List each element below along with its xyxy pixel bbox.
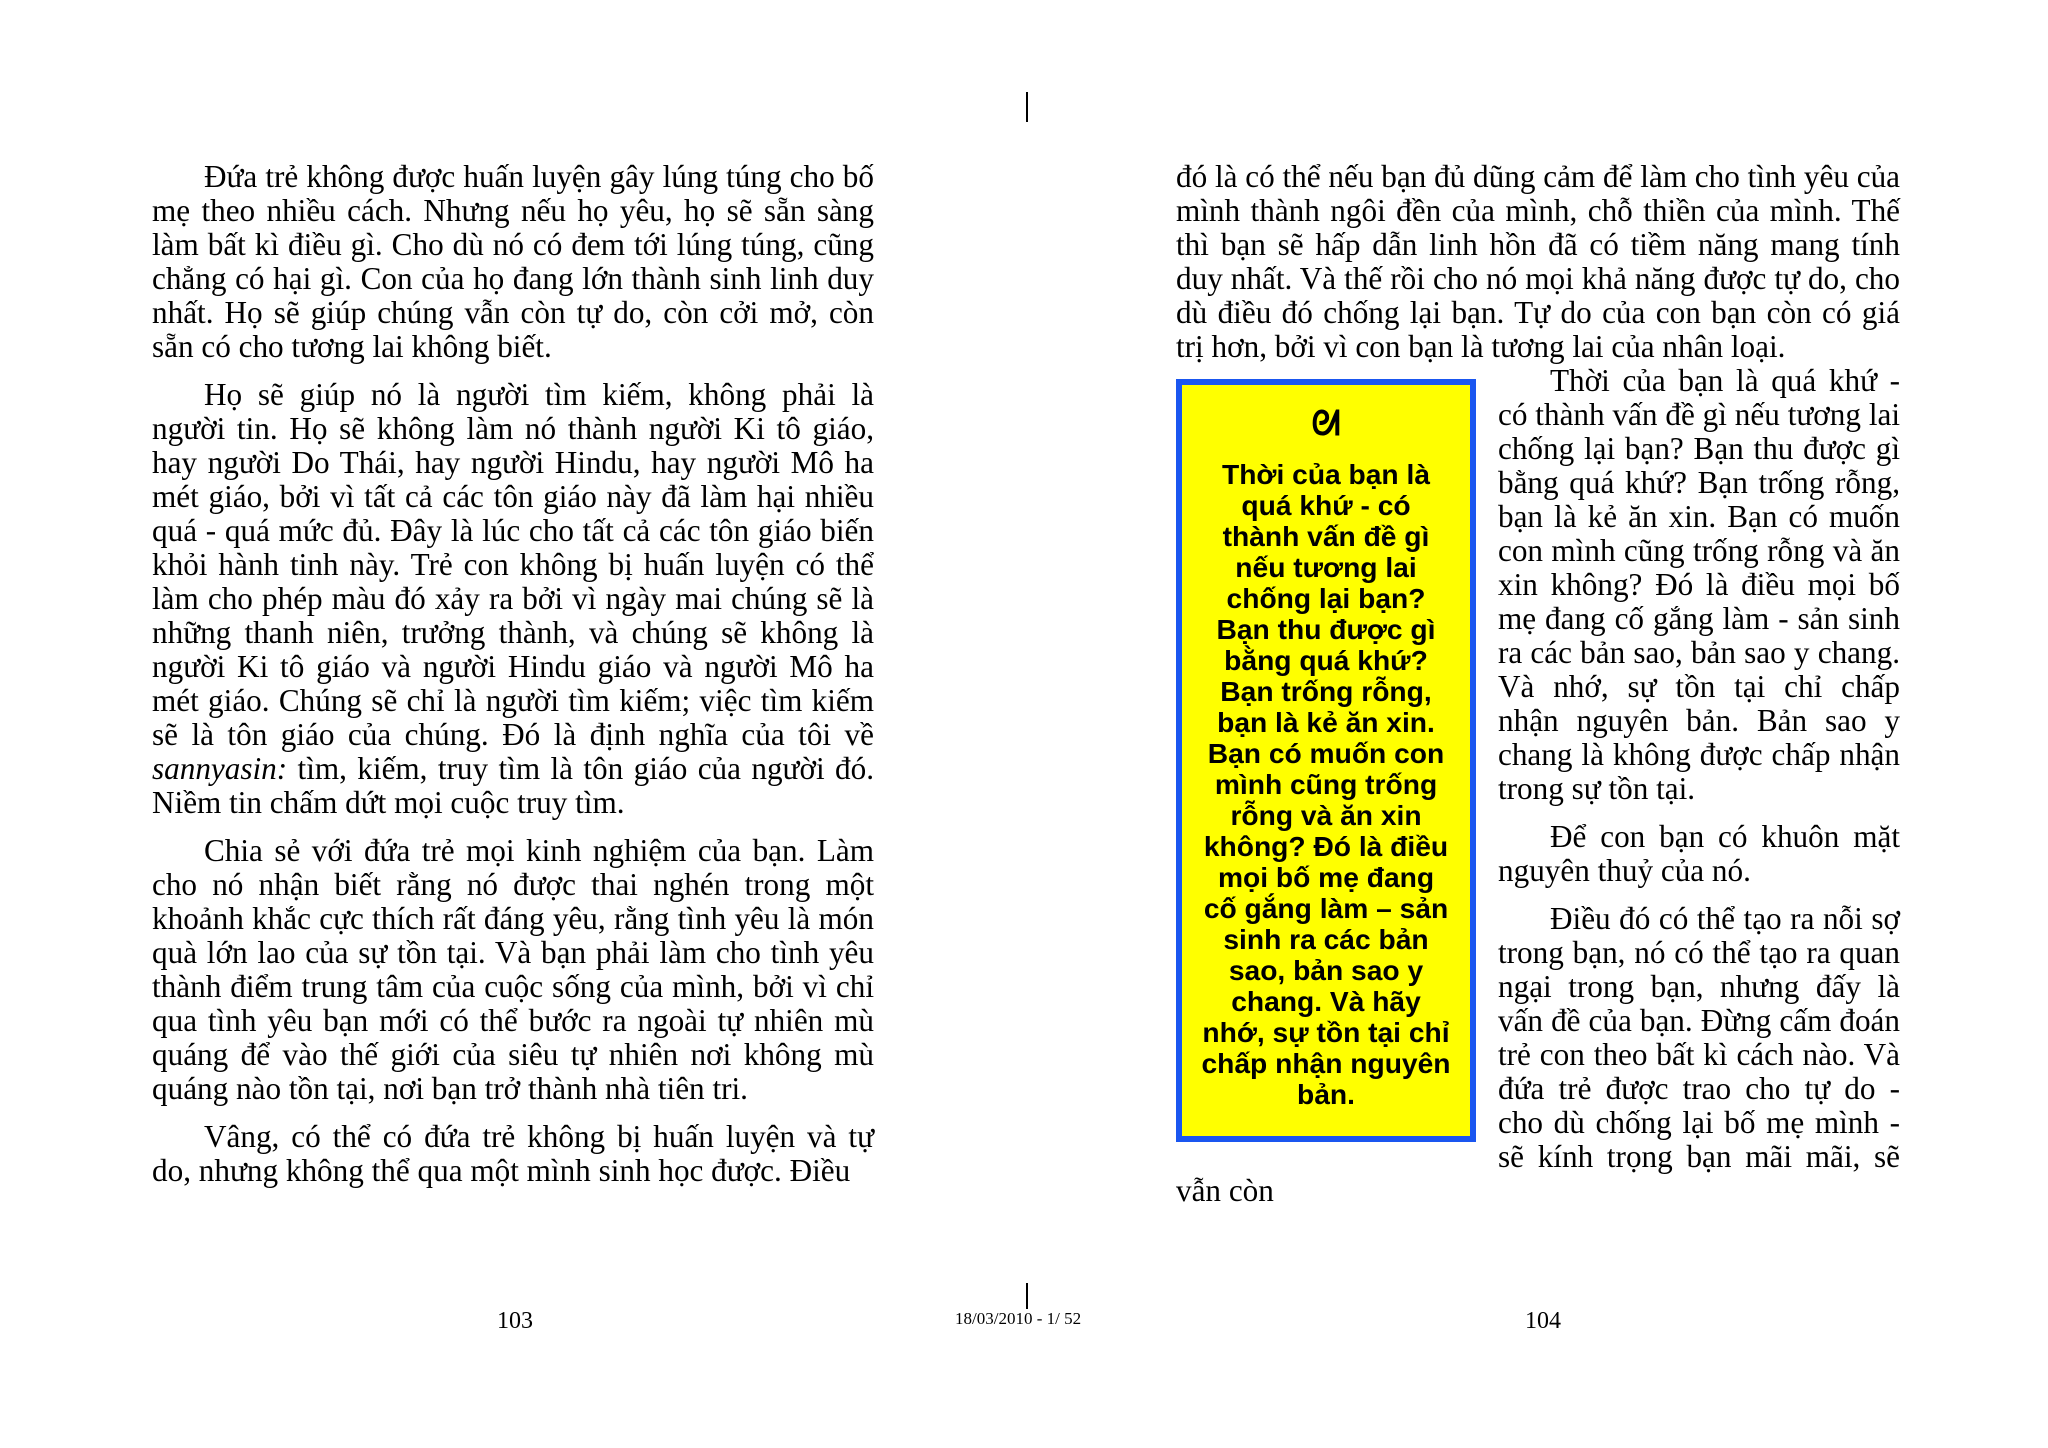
paragraph: Chia sẻ với đứa trẻ mọi kinh nghiệm của bạn. Làm cho nó nhận biết rằng nó được thai nghén trong một khoảnh khắc cực thích rất đáng yêu, rằng tình yêu là món quà lớn lao của sự tồn tại. Và bạn phải làm cho tình yêu thành điểm trung tâm của cuộc sống của mình, bởi vì chỉ qua tình yêu bạn mới có thể bước ra ngoài tự nhiên mù quáng để vào thế giới của siêu tự nhiên nơi không mù quáng nào tồn tại, nơi bạn trở thành nhà tiên tri.: [152, 833, 874, 1106]
pull-quote-text: Thời của bạn là quá khứ - có thành vấn đề gì nếu tương lai chống lại bạn? Bạn thu được gì bằng quá khứ? Bạn trống rỗng, bạn là kẻ ăn xin. Bạn có muốn con mình cũng trống rỗng và ăn xin không? Đó là điều mọi bố mẹ đang cố gắng làm – sản sinh ra các bản sao, bản sao y chang. Và hãy nhớ, sự tồn tại chỉ chấp nhận nguyên bản.: [1201, 458, 1451, 1110]
page-number-right: 104: [1525, 1308, 1561, 1334]
paragraph: Vâng, có thể có đứa trẻ không bị huấn luyện và tự do, nhưng không thể qua một mình sinh học được. Điều: [152, 1119, 874, 1188]
page-number-left: 103: [497, 1308, 533, 1334]
pull-quote-box: [1176, 379, 1476, 1142]
sannyasin-term: sannyasin:: [152, 751, 288, 786]
paragraph: [152, 378, 874, 820]
paragraph: Điều đó có thể tạo ra nỗi sợ trong bạn, nó có thể tạo ra quan ngại trong bạn, nhưng đấy là vấn đề của bạn. Đừng cấm đoán trẻ con theo bất kì cách nào. Và đứa trẻ được trao cho tự do - cho dù chống lại bố mẹ mình - sẽ kính trọng bạn mãi mãi, sẽ vẫn còn: [1176, 901, 1900, 1208]
ornament-icon: ᘛ: [1311, 405, 1341, 443]
footer-date: 18/03/2010 - 1/ 52: [955, 1309, 1082, 1328]
gutter-mark-bottom: [1026, 1283, 1028, 1309]
paragraph-text: tìm, kiếm, truy tìm là tôn giáo của người đó. Niềm tin chấm dứt mọi cuộc truy tìm.: [152, 751, 874, 820]
paragraph: đó là có thể nếu bạn đủ dũng cảm để làm cho tình yêu của mình thành ngôi đền của mình, chỗ thiền của mình. Thế thì bạn sẽ hấp dẫn linh hồn đã có tiềm năng mang tính duy nhất. Và thế rồi cho nó mọi khả năng được tự do, cho dù điều đó chống lại bạn. Tự do của con bạn còn có giá trị hơn, bởi vì con bạn là tương lai của nhân loại.: [1176, 159, 1901, 364]
left-page-text: [152, 160, 874, 1188]
paragraph-text: Họ sẽ giúp nó là người tìm kiếm, không phải là người tin. Họ sẽ không làm nó thành người Ki tô giáo, hay người Do Thái, hay người Hindu, hay người Mô ha mét giáo, bởi vì tất cả các tôn giáo này đã làm hại nhiều quá - quá mức đủ. Đây là lúc cho tất cả các tôn giáo biến khỏi hành tinh này. Trẻ con không bị huấn luyện có thể làm cho phép màu đó xảy ra bởi vì ngày mai chúng sẽ là những thanh niên, trưởng thành, và chúng sẽ không là người Ki tô giáo và người Hindu giáo và người Mô ha mét giáo. Chúng sẽ chỉ là người tìm kiếm; việc tìm kiếm sẽ là tôn giáo của chúng. Đó là định nghĩa của tôi về: [152, 377, 874, 752]
paragraph: Để con bạn có khuôn mặt nguyên thuỷ của nó.: [1498, 819, 1900, 888]
paragraph: Thời của bạn là quá khứ - có thành vấn đề gì nếu tương lai chống lại bạn? Bạn thu được gì bằng quá khứ? Bạn trống rỗng, bạn là kẻ ăn xin. Bạn có muốn con mình cũng trống rỗng và ăn xin không? Đó là điều mọi bố mẹ đang cố gắng làm - sản sinh ra các bản sao, bản sao y chang. Và nhớ, sự tồn tại chỉ chấp nhận nguyên bản. Bản sao y chang là không được chấp nhận trong sự tồn tại.: [1498, 363, 1900, 806]
paragraph: Đứa trẻ không được huấn luyện gây lúng túng cho bố mẹ theo nhiều cách. Nhưng nếu họ yêu, họ sẽ sẵn sàng làm bất kì điều gì. Cho dù nó có đem tới lúng túng, cũng chẳng có hại gì. Con của họ đang lớn thành sinh linh duy nhất. Họ sẽ giúp chúng vẫn còn tự do, còn cởi mở, còn sẵn có cho tương lai không biết.: [152, 159, 874, 364]
right-page-text: [1176, 160, 1900, 1208]
gutter-mark-top: [1026, 92, 1028, 122]
